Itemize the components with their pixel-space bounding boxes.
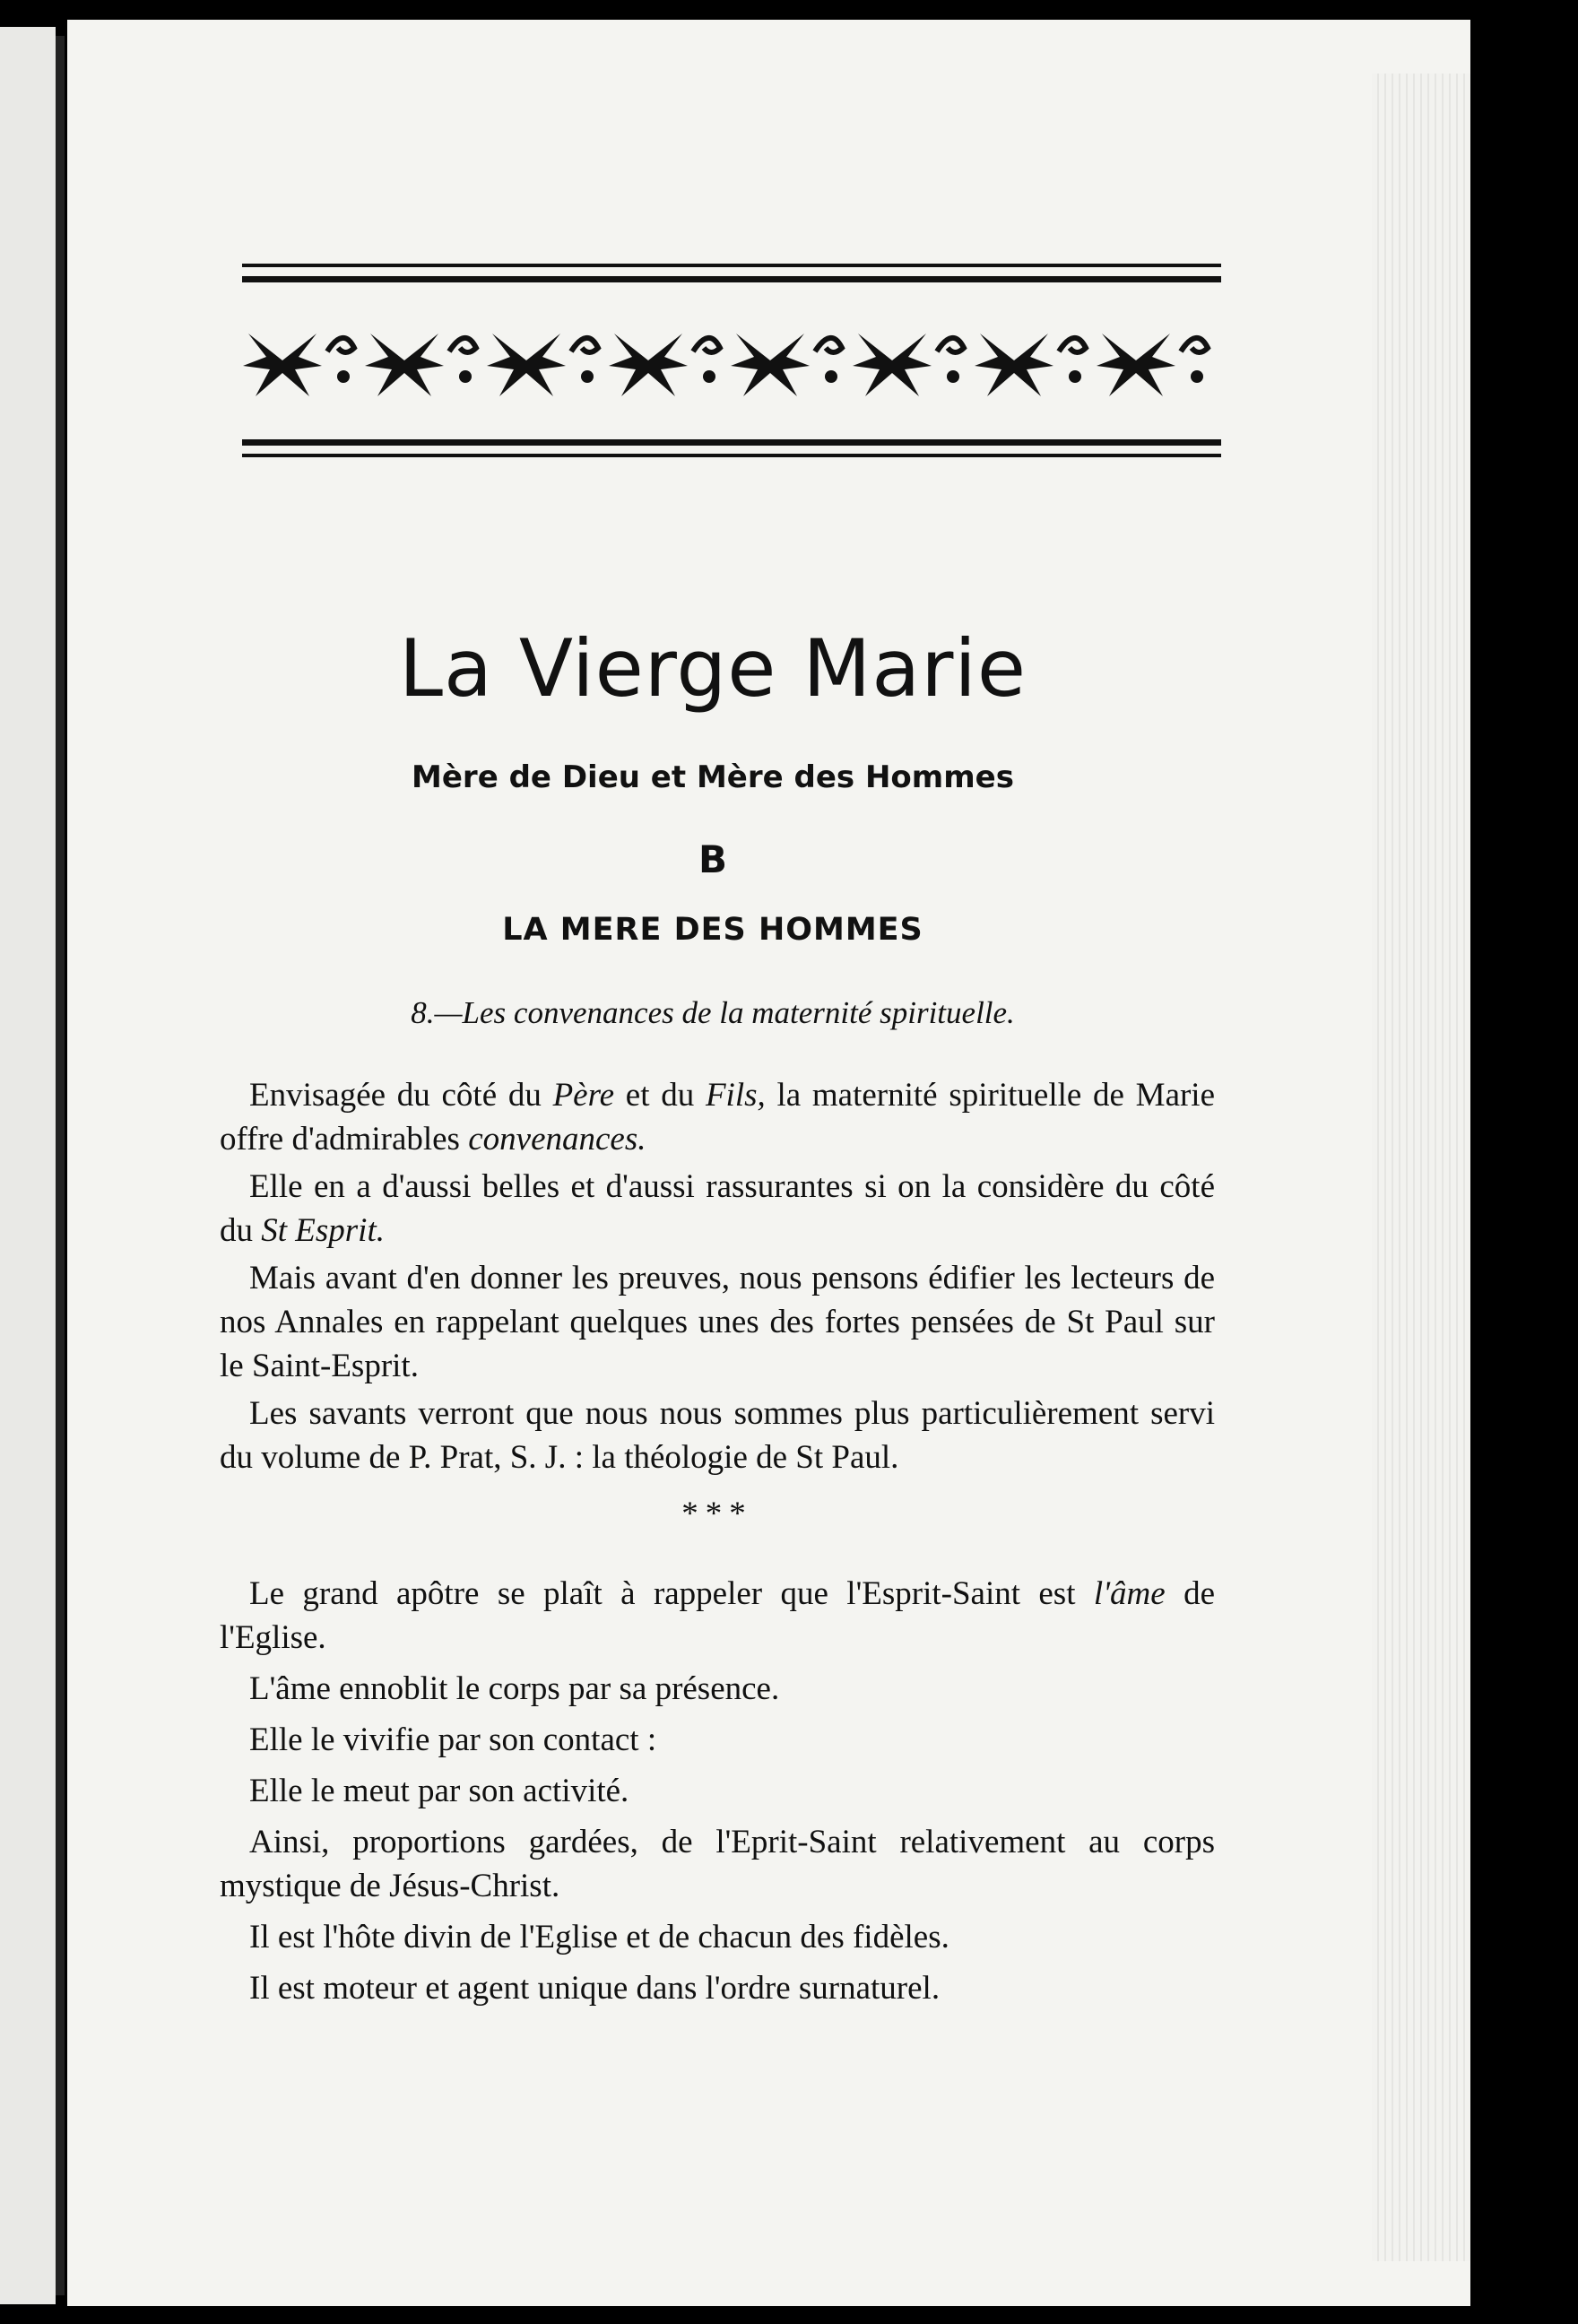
paragraph bbox=[220, 1769, 1215, 1813]
ornament-motif bbox=[853, 334, 964, 396]
paragraph-group-1 bbox=[220, 1073, 1215, 1479]
italic-text: l'âme bbox=[1093, 1575, 1166, 1612]
text-span: Il est moteur et agent unique dans l'ordre surnaturel. bbox=[249, 1970, 941, 2007]
body-text bbox=[220, 1073, 1215, 2017]
italic-text: Fils, bbox=[705, 1077, 766, 1114]
text-span: Mais avant d'en donner les preuves, nous pensons édifier les lecteurs de nos Annales en rappelant quelques unes des fortes pensées de St Paul sur le Saint-Esprit. bbox=[220, 1260, 1215, 1384]
paragraph bbox=[220, 1256, 1215, 1388]
italic-text: St Esprit. bbox=[261, 1212, 385, 1249]
text-span: de l'Eglise. bbox=[220, 1575, 1215, 1656]
text-span: Ainsi, proportions gardées, de l'Eprit-Saint relativement au corps mystique de Jésus-Christ. bbox=[220, 1824, 1215, 1904]
text-span: Elle le vivifie par son contact : bbox=[249, 1721, 657, 1758]
text-span: Elle le meut par son activité. bbox=[249, 1773, 629, 1809]
previous-page-edge bbox=[0, 27, 56, 2304]
floral-ornament-band bbox=[242, 264, 1221, 461]
section-title: LA MERE DES HOMMES bbox=[502, 912, 923, 948]
paragraph bbox=[220, 1572, 1215, 1660]
book-page bbox=[67, 20, 1470, 2306]
text-span: Elle en a d'aussi belles et d'aussi rassurantes si on la considère du côté du bbox=[220, 1168, 1215, 1249]
ornament-motif bbox=[365, 334, 476, 396]
paragraph bbox=[220, 1718, 1215, 1762]
italic-text: Père bbox=[552, 1077, 615, 1114]
page-stack-edge bbox=[1372, 74, 1470, 2261]
ornament-motif bbox=[975, 334, 1086, 396]
paragraph bbox=[220, 1820, 1215, 1908]
italic-text: convenances. bbox=[468, 1121, 646, 1158]
ornament-motif bbox=[609, 334, 720, 396]
paragraph bbox=[220, 1966, 1215, 2010]
text-span: Il est l'hôte divin de l'Eglise et de chacun des fidèles. bbox=[249, 1919, 949, 1955]
paragraph bbox=[220, 1392, 1215, 1479]
paragraph bbox=[220, 1667, 1215, 1711]
section-letter: B bbox=[698, 837, 727, 881]
ornament-motif bbox=[487, 334, 598, 396]
ornament-motif bbox=[1097, 334, 1208, 396]
text-span: la maternité spirituelle de Marie offre d'admirables bbox=[220, 1077, 1216, 1158]
paragraph bbox=[220, 1073, 1215, 1161]
text-span: Envisagée du côté du bbox=[249, 1077, 553, 1114]
text-span: et du bbox=[614, 1077, 706, 1114]
paragraph-group-2 bbox=[220, 1572, 1215, 2010]
ornament-motif bbox=[243, 334, 354, 396]
text-span: L'âme ennoblit le corps par sa présence. bbox=[249, 1670, 780, 1707]
paragraph bbox=[220, 1165, 1215, 1253]
text-span: Le grand apôtre se plaît à rappeler que l'Esprit-Saint est bbox=[249, 1575, 1094, 1612]
book-gutter bbox=[56, 36, 65, 2295]
text-span: Les savants verront que nous nous sommes plus particulièrement servi du volume de P. Prat, S. J. : la théologie de St Paul. bbox=[220, 1395, 1215, 1476]
page-subtitle: Mère de Dieu et Mère des Hommes bbox=[412, 759, 1014, 795]
page-title: La Vierge Marie bbox=[398, 622, 1027, 715]
section-separator: *** bbox=[681, 1496, 753, 1532]
ornament-motif bbox=[731, 334, 842, 396]
subsection-heading: 8.—Les convenances de la maternité spirituelle. bbox=[411, 995, 1015, 1030]
paragraph bbox=[220, 1915, 1215, 1959]
